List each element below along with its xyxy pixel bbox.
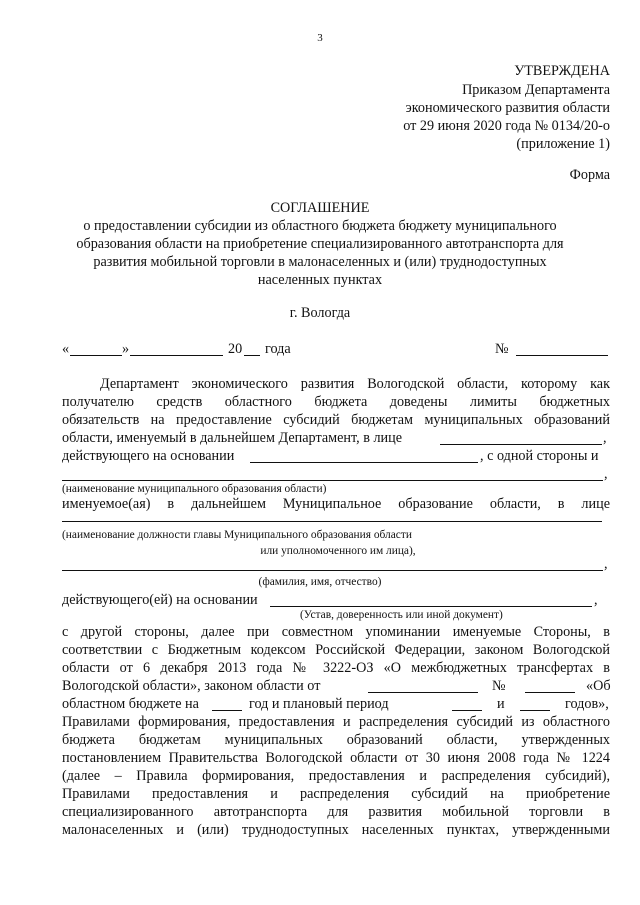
conjunction: и (497, 696, 505, 712)
body-line: постановлением Правительства Вологодской области от 30 июня 2008 года № 1224 (62, 750, 610, 766)
comma: , (604, 556, 608, 572)
comma: , (594, 592, 598, 608)
approval-order-number: от 29 июня 2020 года № 0134/20-о (403, 118, 610, 134)
body-line: обязательств на предоставление субсидий бюджетам муниципальных образований (62, 412, 610, 428)
body-line: (далее – Правила формирования, предоставления и распределения субсидий), (62, 768, 610, 784)
form-label: Форма (569, 167, 610, 183)
document-subtitle: развития мобильной торговли в малонаселенных и (или) труднодоступных (93, 254, 547, 270)
body-line: Департамент экономического развития Вологодской области, которому как (100, 376, 610, 392)
body-line-end: , с одной стороны и (480, 448, 599, 464)
body-line: Правилами предоставления и распределения субсидий на приобретение (62, 786, 610, 802)
year-prefix: 20 (228, 341, 243, 357)
city: г. Вологда (289, 305, 351, 321)
body-line: специализированного автотранспорта для развития мобильной торговли в (62, 804, 610, 820)
body-line: действующего(ей) на основании (62, 592, 258, 608)
body-line: соответствии с Бюджетным кодексом Российской Федерации, законом Вологодской (62, 642, 610, 658)
document-title: СОГЛАШЕНИЕ (270, 200, 370, 216)
body-line: действующего на основании (62, 448, 235, 464)
date-open-quote: « (62, 341, 70, 357)
head-position-blank (62, 521, 602, 522)
comma: , (604, 466, 608, 482)
comma: , (603, 430, 607, 446)
municipality-blank (62, 480, 603, 481)
body-line: Правилами формирования, предоставления и распределения субсидий из областного (62, 714, 610, 730)
authority-document-blank (270, 606, 592, 607)
budget-year-blank (212, 710, 242, 711)
month-blank (130, 355, 223, 356)
body-line: области, именуемый в дальнейшем Департамент, в лице (62, 430, 403, 446)
page-number: 3 (317, 32, 323, 44)
law-number-blank (525, 692, 575, 693)
day-blank (70, 355, 122, 356)
body-line: именуемое(ая) в дальнейшем Муниципальное образование области, в лице (62, 496, 610, 512)
plan-year-2-blank (520, 710, 550, 711)
body-line-end: «Об (586, 678, 611, 694)
fio-blank (62, 570, 603, 571)
approval-appendix: (приложение 1) (516, 136, 610, 152)
body-line: бюджета бюджетам муниципальных образований области, утвержденных (62, 732, 610, 748)
body-line: год и плановый период (249, 696, 389, 712)
body-line: малонаселенных и (или) труднодоступных населенных пунктах, утвержденными (62, 822, 610, 838)
note-municipality: (наименование муниципального образования области) (62, 483, 327, 495)
agreement-number-blank (516, 355, 608, 356)
document-subtitle: образования области на приобретение специализированного автотранспорта для (76, 236, 564, 252)
body-line-end: годов», (565, 696, 609, 712)
number-sign: № (492, 678, 506, 694)
note-head-position: (наименование должности главы Муниципального образования области (62, 529, 412, 541)
approval-line: экономического развития области (405, 100, 610, 116)
law-date-blank (368, 692, 478, 693)
body-line: области от 6 декабря 2013 года № 3222-ОЗ «О межбюджетных трансфертах в (62, 660, 610, 676)
body-line: Вологодской области», законом области от (62, 678, 321, 694)
plan-year-1-blank (452, 710, 482, 711)
note-head-position: или уполномоченного им лица), (260, 545, 416, 557)
approval-stamp-title: УТВЕРЖДЕНА (514, 63, 610, 79)
note-basis: (Устав, доверенность или иной документ) (300, 609, 503, 621)
number-sign: № (495, 341, 509, 357)
date-close-quote: » (122, 341, 130, 357)
basis-blank (250, 462, 478, 463)
body-line: с другой стороны, далее при совместном упоминании именуемые Стороны, в (62, 624, 610, 640)
representative-blank (440, 444, 602, 445)
note-fio: (фамилия, имя, отчество) (258, 576, 382, 588)
document-subtitle: о предоставлении субсидии из областного бюджета бюджету муниципального (83, 218, 557, 234)
body-line: получателю средств областного бюджета доведены лимиты бюджетных (62, 394, 610, 410)
year-suffix: года (265, 341, 291, 357)
document-subtitle: населенных пунктах (257, 272, 383, 288)
year-blank (244, 355, 260, 356)
approval-line: Приказом Департамента (462, 82, 610, 98)
body-line: областном бюджете на (62, 696, 199, 712)
